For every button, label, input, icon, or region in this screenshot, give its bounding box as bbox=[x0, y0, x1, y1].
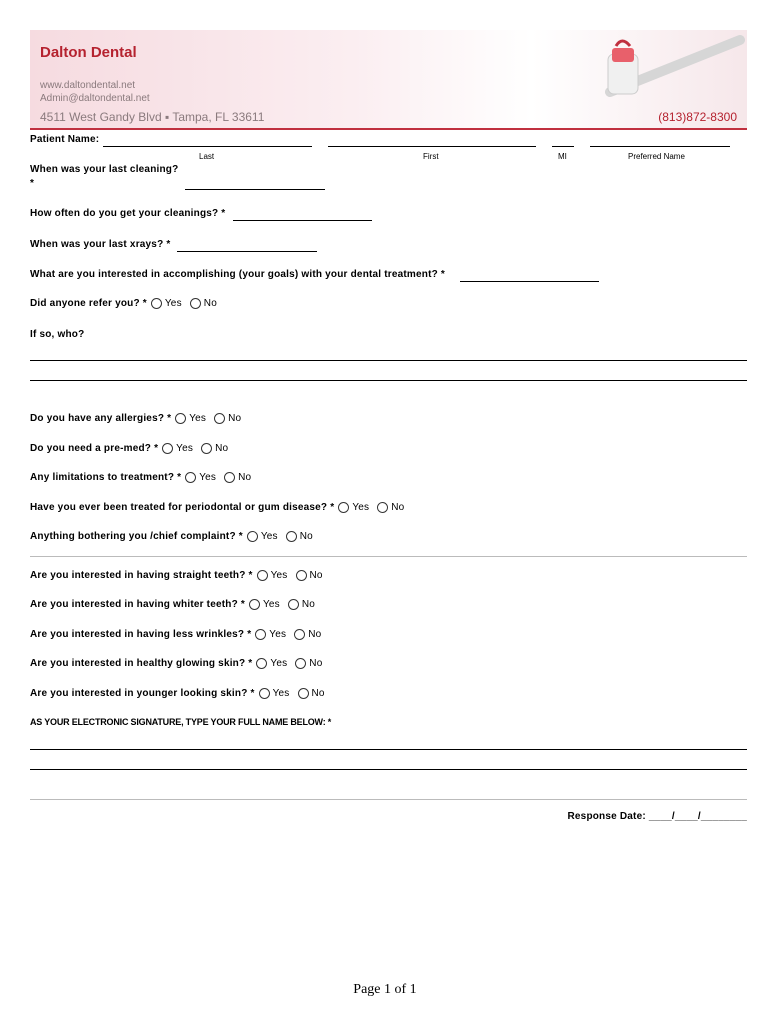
last-name-field[interactable] bbox=[103, 146, 312, 147]
younger-question bbox=[30, 688, 325, 699]
perio-label: Have you ever been treated for periodontal or gum disease? * bbox=[30, 502, 335, 514]
straight-no-label: No bbox=[309, 570, 323, 581]
response-date: Response Date: ____/____/________ bbox=[567, 811, 747, 822]
refer-no-radio[interactable] bbox=[190, 298, 201, 309]
cleaning-freq-field[interactable] bbox=[233, 220, 372, 221]
whiter-label: Are you interested in having whiter teeth? * bbox=[30, 599, 245, 611]
last-cleaning-required: * bbox=[30, 178, 35, 189]
refer-question bbox=[30, 298, 217, 309]
allergies-label: Do you have any allergies? * bbox=[30, 413, 172, 425]
skin-no-radio[interactable] bbox=[295, 658, 306, 669]
last-cleaning-label: When was your last cleaning? bbox=[30, 164, 179, 175]
refer-label: Did anyone refer you? * bbox=[30, 298, 147, 310]
skin-yes-label: Yes bbox=[270, 658, 288, 669]
wrinkles-no-radio[interactable] bbox=[294, 629, 305, 640]
cleaning-freq-label: How often do you get your cleanings? * bbox=[30, 208, 226, 219]
perio-question bbox=[30, 502, 404, 513]
referrer-field-line-2[interactable] bbox=[30, 380, 747, 381]
allergies-no-label: No bbox=[228, 413, 242, 424]
wrinkles-question bbox=[30, 629, 321, 640]
allergies-yes-radio[interactable] bbox=[175, 413, 186, 424]
perio-yes-label: Yes bbox=[352, 502, 370, 513]
premed-yes-radio[interactable] bbox=[162, 443, 173, 454]
signature-divider bbox=[30, 799, 747, 800]
limitations-yes-label: Yes bbox=[199, 472, 217, 483]
perio-no-label: No bbox=[391, 502, 405, 513]
straight-no-radio[interactable] bbox=[296, 570, 307, 581]
referrer-field-line-1[interactable] bbox=[30, 360, 747, 361]
preferred-name-field[interactable] bbox=[590, 146, 730, 147]
last-caption: Last bbox=[199, 152, 215, 161]
refer-yes-label: Yes bbox=[164, 298, 182, 309]
goals-label: What are you interested in accomplishing (your goals) with your dental treatment? * bbox=[30, 269, 445, 280]
brand-name: Dalton Dental bbox=[40, 44, 137, 61]
wrinkles-label: Are you interested in having less wrinkles? * bbox=[30, 629, 252, 641]
perio-no-radio[interactable] bbox=[377, 502, 388, 513]
signature-field-line-1[interactable] bbox=[30, 749, 747, 750]
goals-field[interactable] bbox=[460, 281, 599, 282]
premed-no-radio[interactable] bbox=[201, 443, 212, 454]
whiter-yes-radio[interactable] bbox=[249, 599, 260, 610]
patient-name-label: Patient Name: bbox=[30, 134, 100, 145]
limitations-no-radio[interactable] bbox=[224, 472, 235, 483]
email-text: Admin@daltondental.net bbox=[40, 93, 150, 104]
last-xrays-field[interactable] bbox=[177, 251, 317, 252]
signature-label: AS YOUR ELECTRONIC SIGNATURE, TYPE YOUR FULL NAME BELOW: * bbox=[30, 717, 332, 727]
younger-no-label: No bbox=[311, 688, 325, 699]
mi-field[interactable] bbox=[552, 146, 574, 147]
bothering-label: Anything bothering you /chief complaint? * bbox=[30, 531, 243, 543]
wrinkles-no-label: No bbox=[308, 629, 322, 640]
website-text: www.daltondental.net bbox=[40, 80, 136, 91]
skin-no-label: No bbox=[309, 658, 323, 669]
limitations-question bbox=[30, 472, 251, 483]
straight-yes-radio[interactable] bbox=[257, 570, 268, 581]
premed-yes-label: Yes bbox=[176, 443, 194, 454]
last-xrays-label: When was your last xrays? * bbox=[30, 239, 171, 250]
limitations-yes-radio[interactable] bbox=[185, 472, 196, 483]
allergies-question bbox=[30, 413, 241, 424]
whiter-yes-label: Yes bbox=[262, 599, 280, 610]
straight-yes-label: Yes bbox=[270, 570, 288, 581]
perio-yes-radio[interactable] bbox=[338, 502, 349, 513]
header-banner bbox=[30, 30, 747, 130]
bothering-question bbox=[30, 531, 313, 542]
allergies-yes-label: Yes bbox=[189, 413, 207, 424]
preferred-caption: Preferred Name bbox=[628, 152, 685, 161]
phone-text: (813)872-8300 bbox=[658, 110, 737, 124]
page-footer: Page 1 of 1 bbox=[353, 982, 417, 997]
last-cleaning-field[interactable] bbox=[185, 189, 325, 190]
bothering-no-radio[interactable] bbox=[286, 531, 297, 542]
straight-question bbox=[30, 570, 323, 581]
address-text: 4511 West Gandy Blvd ▪ Tampa, FL 33611 bbox=[40, 110, 265, 124]
signature-field-line-2[interactable] bbox=[30, 769, 747, 770]
skin-question bbox=[30, 658, 322, 669]
bothering-no-label: No bbox=[299, 531, 313, 542]
younger-label: Are you interested in younger looking skin? * bbox=[30, 688, 255, 700]
straight-label: Are you interested in having straight teeth? * bbox=[30, 570, 253, 582]
wrinkles-yes-label: Yes bbox=[269, 629, 287, 640]
limitations-label: Any limitations to treatment? * bbox=[30, 472, 182, 484]
section-divider bbox=[30, 556, 747, 557]
bothering-yes-radio[interactable] bbox=[247, 531, 258, 542]
skin-yes-radio[interactable] bbox=[256, 658, 267, 669]
allergies-no-radio[interactable] bbox=[214, 413, 225, 424]
refer-no-label: No bbox=[203, 298, 217, 309]
limitations-no-label: No bbox=[238, 472, 252, 483]
premed-label: Do you need a pre-med? * bbox=[30, 443, 159, 455]
refer-yes-radio[interactable] bbox=[151, 298, 162, 309]
if-so-label: If so, who? bbox=[30, 329, 85, 340]
skin-label: Are you interested in healthy glowing skin? * bbox=[30, 658, 253, 670]
whiter-question bbox=[30, 599, 315, 610]
toothbrush-icon bbox=[590, 32, 745, 107]
whiter-no-radio[interactable] bbox=[288, 599, 299, 610]
younger-yes-label: Yes bbox=[272, 688, 290, 699]
premed-question bbox=[30, 443, 228, 454]
bothering-yes-label: Yes bbox=[260, 531, 278, 542]
mi-caption: MI bbox=[558, 152, 567, 161]
wrinkles-yes-radio[interactable] bbox=[255, 629, 266, 640]
younger-yes-radio[interactable] bbox=[259, 688, 270, 699]
younger-no-radio[interactable] bbox=[298, 688, 309, 699]
first-name-field[interactable] bbox=[328, 146, 536, 147]
first-caption: First bbox=[423, 152, 439, 161]
whiter-no-label: No bbox=[301, 599, 316, 610]
premed-no-label: No bbox=[215, 443, 229, 454]
